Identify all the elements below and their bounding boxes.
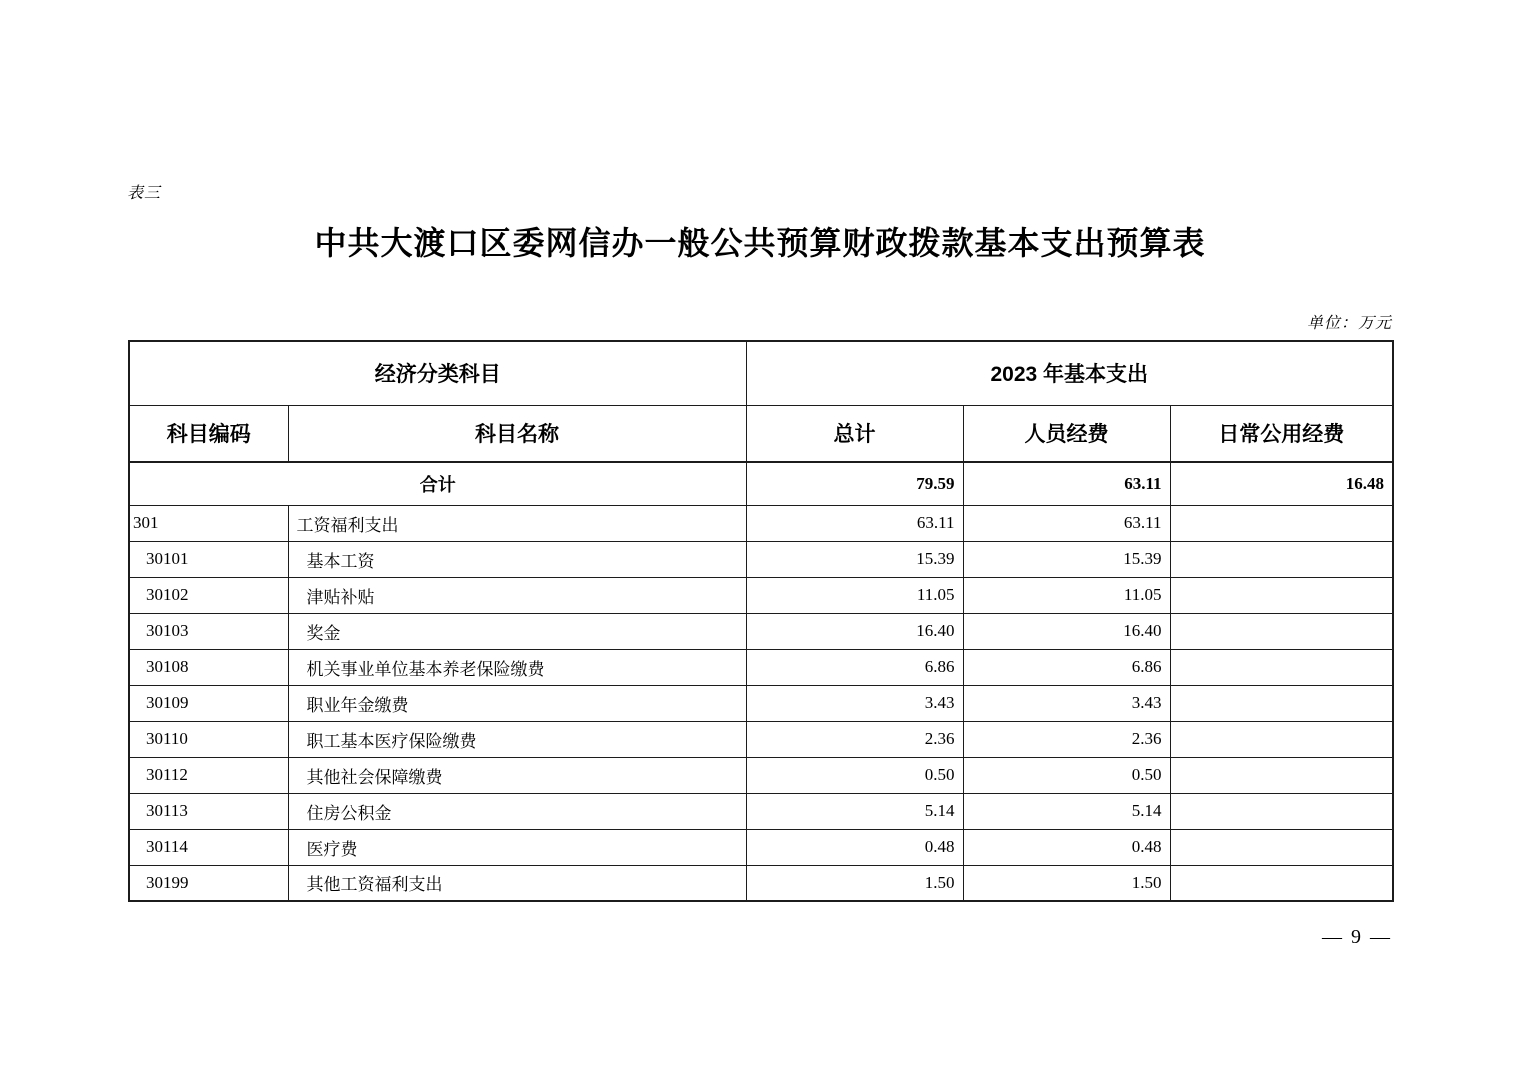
table-label: 表三 [127, 185, 162, 202]
total-value: 0.48 [746, 829, 963, 865]
subject-code: 30109 [129, 685, 288, 721]
header-columns-row [129, 405, 1393, 462]
personnel-value: 2.36 [963, 721, 1170, 757]
total-row [129, 462, 1393, 505]
table-row [129, 649, 1393, 685]
daily-value [1170, 685, 1393, 721]
table-row [129, 793, 1393, 829]
total-value: 63.11 [746, 505, 963, 541]
daily-value [1170, 577, 1393, 613]
total-value: 3.43 [746, 685, 963, 721]
unit-note: 单位：万元 [1306, 315, 1392, 332]
personnel-value: 63.11 [963, 505, 1170, 541]
subject-code: 30102 [129, 577, 288, 613]
personnel-value: 0.50 [963, 757, 1170, 793]
subject-code: 30108 [129, 649, 288, 685]
daily-value [1170, 541, 1393, 577]
page-number: — 9 — [1322, 926, 1392, 948]
total-value: 11.05 [746, 577, 963, 613]
table-row [129, 505, 1393, 541]
subject-name: 基本工资 [288, 541, 746, 577]
subject-code: 30110 [129, 721, 288, 757]
table-row [129, 613, 1393, 649]
total-daily-value: 16.48 [1170, 462, 1393, 505]
daily-value [1170, 721, 1393, 757]
subject-code: 301 [129, 505, 288, 541]
subject-code: 30101 [129, 541, 288, 577]
total-value: 0.50 [746, 757, 963, 793]
personnel-value: 1.50 [963, 865, 1170, 901]
total-total-value: 79.59 [746, 462, 963, 505]
subject-code: 30199 [129, 865, 288, 901]
subject-name: 住房公积金 [288, 793, 746, 829]
header-daily-public-funds: 日常公用经费 [1170, 405, 1393, 462]
total-value: 16.40 [746, 613, 963, 649]
header-group-row [129, 341, 1393, 405]
subject-name: 奖金 [288, 613, 746, 649]
subject-name: 津贴补贴 [288, 577, 746, 613]
table-row [129, 865, 1393, 901]
total-personnel-value: 63.11 [963, 462, 1170, 505]
personnel-value: 5.14 [963, 793, 1170, 829]
header-economic-classification: 经济分类科目 [129, 341, 746, 405]
header-subject-name: 科目名称 [288, 405, 746, 462]
total-label: 合计 [129, 462, 746, 505]
personnel-value: 16.40 [963, 613, 1170, 649]
daily-value [1170, 505, 1393, 541]
subject-name: 医疗费 [288, 829, 746, 865]
personnel-value: 0.48 [963, 829, 1170, 865]
daily-value [1170, 829, 1393, 865]
subject-name: 职业年金缴费 [288, 685, 746, 721]
table-row [129, 829, 1393, 865]
header-subject-code: 科目编码 [129, 405, 288, 462]
table-row [129, 757, 1393, 793]
total-value: 6.86 [746, 649, 963, 685]
total-value: 5.14 [746, 793, 963, 829]
header-2023-basic-expenditure: 2023 年基本支出 [746, 341, 1393, 405]
table-row [129, 577, 1393, 613]
subject-name: 工资福利支出 [288, 505, 746, 541]
total-value: 1.50 [746, 865, 963, 901]
header-personnel-funds: 人员经费 [963, 405, 1170, 462]
subject-name: 机关事业单位基本养老保险缴费 [288, 649, 746, 685]
daily-value [1170, 757, 1393, 793]
total-value: 15.39 [746, 541, 963, 577]
table-row [129, 721, 1393, 757]
table-row [129, 685, 1393, 721]
personnel-value: 15.39 [963, 541, 1170, 577]
personnel-value: 3.43 [963, 685, 1170, 721]
subject-code: 30112 [129, 757, 288, 793]
subject-name: 其他社会保障缴费 [288, 757, 746, 793]
subject-code: 30103 [129, 613, 288, 649]
budget-table [128, 340, 1394, 902]
daily-value [1170, 865, 1393, 901]
daily-value [1170, 613, 1393, 649]
personnel-value: 6.86 [963, 649, 1170, 685]
total-value: 2.36 [746, 721, 963, 757]
daily-value [1170, 793, 1393, 829]
daily-value [1170, 649, 1393, 685]
subject-code: 30113 [129, 793, 288, 829]
table-row [129, 541, 1393, 577]
subject-name: 其他工资福利支出 [288, 865, 746, 901]
subject-code: 30114 [129, 829, 288, 865]
personnel-value: 11.05 [963, 577, 1170, 613]
header-total: 总计 [746, 405, 963, 462]
subject-name: 职工基本医疗保险缴费 [288, 721, 746, 757]
page-title: 中共大渡口区委网信办一般公共预算财政拨款基本支出预算表 [314, 225, 1206, 261]
